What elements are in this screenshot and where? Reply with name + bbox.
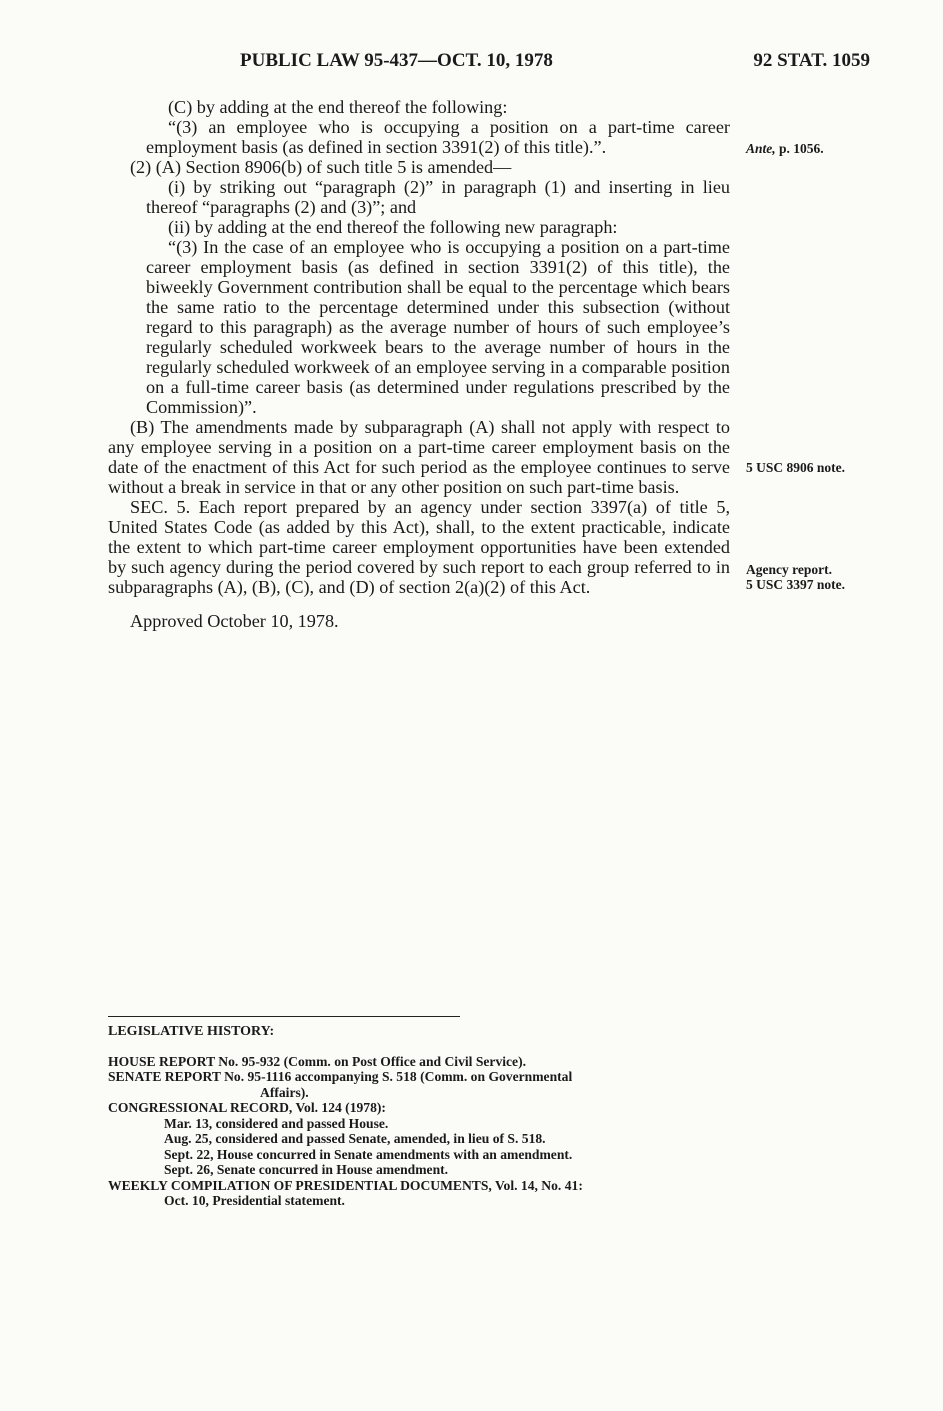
clause-ii: (ii) by adding at the end thereof the following new paragraph: xyxy=(168,217,618,237)
header-stat-page: 92 STAT. 1059 xyxy=(753,50,870,71)
section-5: SEC. 5. Each report prepared by an agency under section 3397(a) of title 5, United States Code (as added by this Act), shall, to the extent practicable, indicate the extent to which part-time career employment opportunities have been extended by such agency during the period covered by such report to each group referred to in subparagraphs (A), (B), (C), and (D) of section 2(a)(2) of this Act. xyxy=(108,497,730,597)
header-law-title: PUBLIC LAW 95-437—OCT. 10, 1978 xyxy=(240,50,553,71)
margin-note-usc-8906: 5 USC 8906 note. xyxy=(746,460,846,475)
weekly-compilation-entry: Oct. 10, Presidential statement. xyxy=(164,1193,345,1208)
margin-note-usc-3397: 5 USC 3397 note. xyxy=(746,577,846,592)
subparagraph-b: (B) The amendments made by subparagraph (A) shall not apply with respect to any employee serving in a position on a part-time career employment basis on the date of the enactment of this Act for such period as the employee continues to serve without a break in service in that or any other position on such part-time basis. xyxy=(108,417,730,497)
congressional-record: CONGRESSIONAL RECORD, Vol. 124 (1978): xyxy=(108,1100,386,1115)
history-divider xyxy=(108,1016,460,1017)
quoted-paragraph-3: “(3) an employee who is occupying a position on a part-time career employment basis (as defined in section 3391(2) of this title).”. xyxy=(146,117,730,157)
record-entry: Sept. 26, Senate concurred in House amendment. xyxy=(164,1162,449,1177)
record-entry: Mar. 13, considered and passed House. xyxy=(164,1115,389,1131)
legislative-history-heading: LEGISLATIVE HISTORY: xyxy=(108,1024,275,1039)
house-report: HOUSE REPORT No. 95-932 (Comm. on Post Office and Civil Service). xyxy=(108,1053,527,1069)
record-entry: Aug. 25, considered and passed Senate, amended, in lieu of S. 518. xyxy=(164,1131,546,1146)
clause-c: (C) by adding at the end thereof the following: xyxy=(168,97,508,117)
section-8906-amendment: (2) (A) Section 8906(b) of such title 5 is amended— xyxy=(130,157,512,177)
legislative-history xyxy=(108,1024,730,1209)
margin-note-ante-italic: Ante, xyxy=(746,141,776,156)
approval-date: Approved October 10, 1978. xyxy=(130,611,339,631)
record-entry: Sept. 22, House concurred in Senate amendments with an amendment. xyxy=(164,1146,573,1162)
margin-note-agency-report: Agency report. xyxy=(746,562,832,577)
senate-report: SENATE REPORT No. 95-1116 accompanying S. 518 (Comm. on Governmental xyxy=(108,1069,573,1084)
margin-note-ante xyxy=(746,141,876,156)
margin-note-ante-page: p. 1056. xyxy=(779,141,824,156)
weekly-compilation: WEEKLY COMPILATION OF PRESIDENTIAL DOCUMENTS, Vol. 14, No. 41: xyxy=(108,1177,583,1193)
statute-body xyxy=(108,97,730,631)
clause-i: (i) by striking out “paragraph (2)” in paragraph (1) and inserting in lieu thereof “paragraphs (2) and (3)”; and xyxy=(146,177,730,217)
quoted-contribution-paragraph: “(3) In the case of an employee who is occupying a position on a part-time career employment basis (as defined in section 3391(2) of this title), the biweekly Government contribution shall be equal to the percentage which bears the same ratio to the percentage determined under this subsection (without regard to this paragraph) as the average number of hours of such employee’s regularly scheduled workweek bears to the average number of hours in the regularly scheduled workweek of an employee serving in a comparable position on a full-time career basis (as determined under regulations prescribed by the Commission)”. xyxy=(146,237,730,417)
senate-report-continued: Affairs). xyxy=(260,1084,309,1100)
